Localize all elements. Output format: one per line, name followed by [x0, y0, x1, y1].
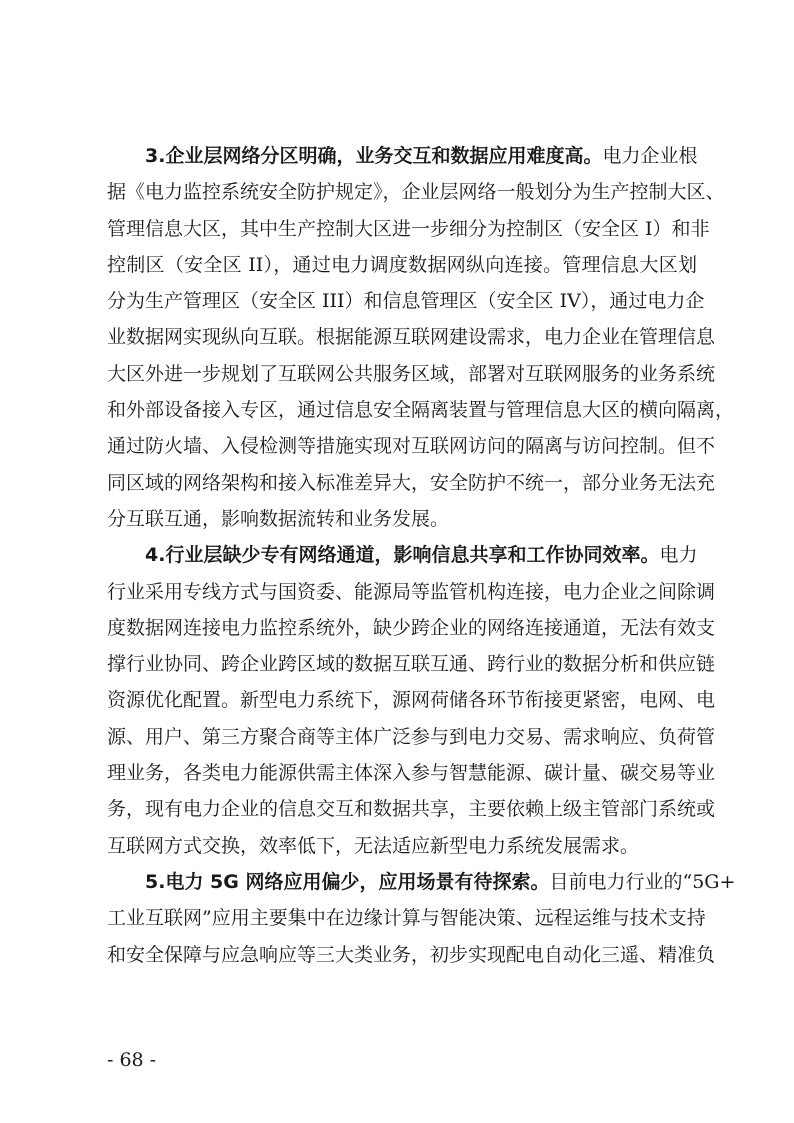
text-line: 分互联互通，影响数据流转和业务发展。 [107, 507, 450, 530]
text-line: 工业互联网”应用主要集中在边缘计算与智能决策、远程运维与技术支持 [107, 907, 706, 930]
paragraph-5 [107, 864, 736, 973]
page-number: - 68 - [107, 1049, 157, 1071]
text-line: 互联网方式交换，效率低下，无法适应新型电力系统发展需求。 [107, 834, 640, 857]
text-line: 和外部设备接入专区，通过信息安全隔离装置与管理信息大区的横向隔离， [107, 399, 735, 422]
text-line: 通过防火墙、入侵检测等措施实现对互联网访问的隔离与访问控制。但不 [107, 435, 716, 458]
text-line: 同区域的网络架构和接入标准差异大，安全防护不统一，部分业务无法充 [107, 471, 716, 494]
text-line: 大区外进一步规划了互联网公共服务区域，部署对互联网服务的业务系统 [107, 362, 716, 385]
text-line: 和安全保障与应急响应等三大类业务，初步实现配电自动化三遥、精准负 [107, 943, 716, 966]
text-line: 管理信息大区，其中生产控制大区进一步细分为控制区（安全区 I）和非 [107, 217, 710, 240]
paragraph-3 [107, 138, 735, 537]
document-body [107, 138, 736, 973]
text-line: 源、用户、第三方聚合商等主体广泛参与到电力交易、需求响应、负荷管 [107, 725, 716, 748]
line-text: 电力企业根 [602, 145, 698, 167]
text-line: 业数据网实现纵向互联。根据能源互联网建设需求，电力企业在管理信息 [107, 326, 716, 349]
text-line: 分为生产管理区（安全区 III）和信息管理区（安全区 IV），通过电力企 [107, 290, 705, 313]
line-text: 目前电力行业的“5G+ [549, 870, 736, 893]
paragraph-heading: 4.行业层缺少专有网络通道，影响信息共享和工作协同效率。 [145, 544, 660, 567]
paragraph-4 [107, 537, 716, 864]
text-line [107, 138, 697, 174]
text-line: 控制区（安全区 II），通过电力调度数据网纵向连接。管理信息大区划 [107, 253, 697, 276]
text-line: 理业务，各类电力能源供需主体深入参与智慧能源、碳计量、碳交易等业 [107, 762, 716, 785]
text-line [107, 537, 697, 573]
text-line: 资源优化配置。新型电力系统下，源网荷储各环节衔接更紧密，电网、电 [107, 689, 716, 712]
text-line: 度数据网连接电力监控系统外，缺少跨企业的网络连接通道，无法有效支 [107, 616, 716, 639]
text-line: 撑行业协同、跨企业跨区域的数据互联互通、跨行业的数据分析和供应链 [107, 653, 716, 676]
text-line: 行业采用专线方式与国资委、能源局等监管机构连接，电力企业之间除调 [107, 580, 716, 603]
text-line: 据《电力监控系统安全防护规定》，企业层网络一般划分为生产控制大区、 [107, 181, 725, 204]
text-line: 务，现有电力企业的信息交互和数据共享，主要依赖上级主管部门系统或 [107, 798, 716, 821]
line-text: 电力 [659, 544, 698, 567]
paragraph-heading: 3.企业层网络分区明确，业务交互和数据应用难度高。 [145, 145, 603, 167]
text-line [107, 864, 736, 900]
paragraph-heading: 5.电力 5G 网络应用偏少，应用场景有待探索。 [145, 870, 550, 893]
